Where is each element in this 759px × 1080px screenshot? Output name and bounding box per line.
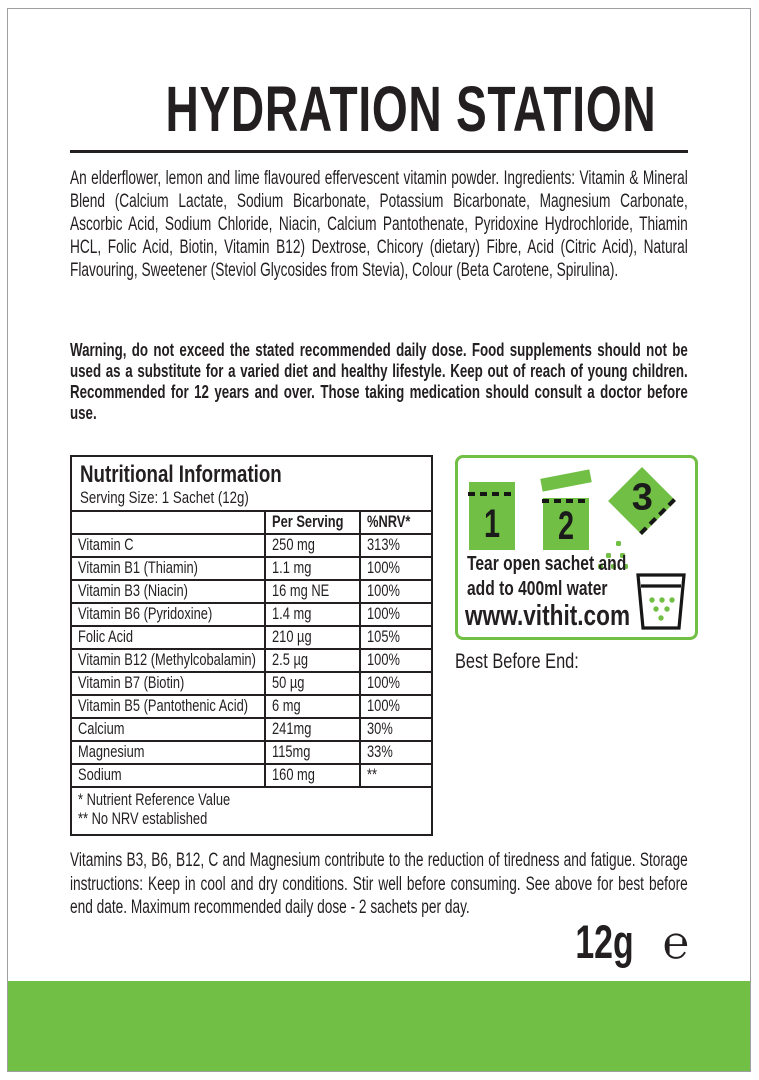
nutrient-name-cell: Vitamin B5 (Pantothenic Acid) xyxy=(72,695,265,718)
sachet-flap-icon xyxy=(540,469,592,491)
per-serving-cell: 6 mg xyxy=(265,695,360,718)
nutrient-name-cell: Vitamin B12 (Methylcobalamin) xyxy=(72,649,265,672)
nutrient-row xyxy=(72,649,431,672)
nutrition-panel xyxy=(70,455,433,836)
nrv-cell: 100% xyxy=(360,695,431,718)
nutrient-row xyxy=(72,534,431,557)
nutrient-name-cell: Vitamin C xyxy=(72,534,265,557)
nutrient-name-cell: Sodium xyxy=(72,764,265,786)
nutrient-name-cell: Vitamin B6 (Pyridoxine) xyxy=(72,603,265,626)
nutrient-name-cell: Vitamin B3 (Niacin) xyxy=(72,580,265,603)
sachet-pouring-icon xyxy=(608,467,676,535)
website-url: www.vithit.com xyxy=(465,600,631,632)
nrv-cell: ** xyxy=(360,764,431,786)
per-serving-column-header: Per Serving xyxy=(265,511,360,534)
per-serving-cell: 16 mg NE xyxy=(265,580,360,603)
footnote-no-nrv: ** No NRV established xyxy=(78,810,208,828)
nutrient-name-cell: Vitamin B1 (Thiamin) xyxy=(72,557,265,580)
per-serving-cell: 241mg xyxy=(265,718,360,741)
warning-text: Warning, do not exceed the stated recommended daily dose. Food supplements should not be used as a substitute for a varied diet and healthy lifestyle. Keep out of reach of young children. Recommended for 12 years and over. Those taking medication should consult a doctor before use. xyxy=(70,339,688,423)
step-number: 3 xyxy=(632,476,654,519)
nutrient-row xyxy=(72,626,431,649)
nutrient-name-cell: Magnesium xyxy=(72,741,265,764)
nutrient-row xyxy=(72,741,431,764)
per-serving-cell: 115mg xyxy=(265,741,360,764)
nutrient-column-header xyxy=(72,511,265,534)
net-weight: 12g xyxy=(575,915,635,968)
nutrient-name-cell: Folic Acid xyxy=(72,626,265,649)
per-serving-cell: 1.4 mg xyxy=(265,603,360,626)
per-serving-cell: 250 mg xyxy=(265,534,360,557)
nutrition-table xyxy=(72,510,431,786)
sachet-torn-open-icon xyxy=(543,498,589,550)
table-header-row xyxy=(72,511,431,534)
nutrition-footnotes xyxy=(72,786,431,834)
per-serving-cell: 1.1 mg xyxy=(265,557,360,580)
powder-dot xyxy=(616,541,621,546)
best-before-label: Best Before End: xyxy=(455,650,579,673)
nutrient-row xyxy=(72,603,431,626)
nrv-cell: 100% xyxy=(360,580,431,603)
nutrient-row xyxy=(72,764,431,786)
per-serving-cell: 2.5 µg xyxy=(265,649,360,672)
sachet-closed-icon xyxy=(469,482,515,550)
nutrition-heading: Nutritional Information xyxy=(80,461,282,488)
nutrient-row xyxy=(72,718,431,741)
nutrient-row xyxy=(72,557,431,580)
nrv-cell: 33% xyxy=(360,741,431,764)
serving-size-label: Serving Size: 1 Sachet (12g) xyxy=(80,488,249,507)
instructions-panel xyxy=(455,455,698,640)
tear-line xyxy=(542,499,590,503)
title-divider xyxy=(70,150,688,153)
nutrient-row xyxy=(72,580,431,603)
nrv-cell: 30% xyxy=(360,718,431,741)
instruction-line-1: Tear open sachet and xyxy=(467,553,627,575)
nutrient-row xyxy=(72,695,431,718)
per-serving-cell: 160 mg xyxy=(265,764,360,786)
nrv-cell: 100% xyxy=(360,603,431,626)
nutrition-table-body xyxy=(72,534,431,786)
per-serving-cell: 210 µg xyxy=(265,626,360,649)
footnote-nrv: * Nutrient Reference Value xyxy=(78,791,231,809)
nrv-cell: 100% xyxy=(360,649,431,672)
nrv-cell: 105% xyxy=(360,626,431,649)
nutrient-name-cell: Vitamin B7 (Biotin) xyxy=(72,672,265,695)
nrv-cell: 313% xyxy=(360,534,431,557)
instruction-line-2: add to 400ml water xyxy=(467,578,608,600)
nrv-cell: 100% xyxy=(360,557,431,580)
estimated-sign: ℮ xyxy=(663,916,690,968)
per-serving-cell: 50 µg xyxy=(265,672,360,695)
product-title: HYDRATION STATION xyxy=(165,73,657,145)
nrv-cell: 100% xyxy=(360,672,431,695)
nutrient-row xyxy=(72,672,431,695)
step-number: 1 xyxy=(483,502,501,546)
glass-of-water-icon xyxy=(635,573,687,631)
nutrient-name-cell: Calcium xyxy=(72,718,265,741)
tear-line xyxy=(468,492,516,496)
net-weight-row xyxy=(440,915,690,968)
nrv-column-header: %NRV* xyxy=(360,511,431,534)
ingredients-text: An elderflower, lemon and lime flavoured effervescent vitamin powder. Ingredients: Vitamin & Mineral Blend (Calcium Lactate, Sodium Bicarbonate, Potassium Bicarbonate, Magnesium Carbonate, Ascorbic Acid, Sodium Chloride, Niacin, Calcium Pantothenate, Pyridoxine Hydrochloride, Thiamin HCL, Folic Acid, Biotin, Vitamin B12) Dextrose, Chicory (dietary) Fibre, Acid (Citric Acid), Natural Flavouring, Sweetener (Steviol Glycosides from Stevia), Colour (Beta Carotene, Spirulina). xyxy=(70,168,688,281)
step-number: 2 xyxy=(557,504,575,548)
brand-color-bar xyxy=(8,981,750,1071)
storage-text: Vitamins B3, B6, B12, C and Magnesium contribute to the reduction of tiredness and fatigue. Storage instructions: Keep in cool and dry conditions. Stir well before consuming. See above for best before end date. Maximum recommended daily dose - 2 sachets per day. xyxy=(70,850,688,918)
